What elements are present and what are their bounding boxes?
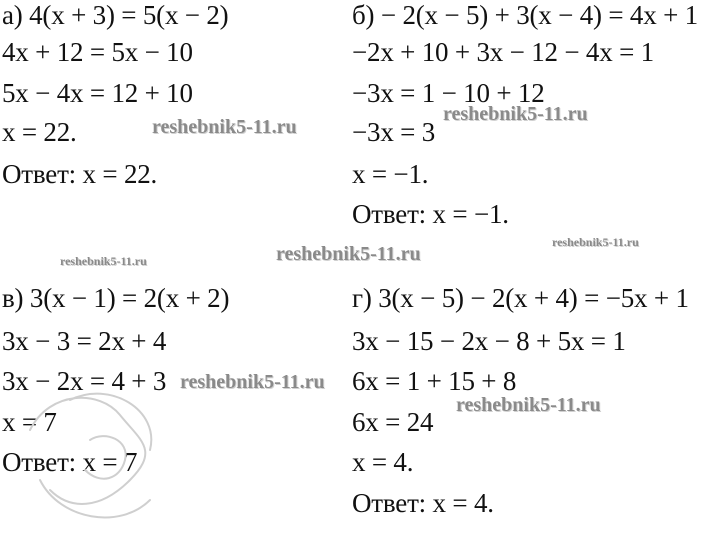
problem-b-line-2: −2x + 10 + 3x − 12 − 4x = 1: [352, 37, 654, 67]
problem-a-line-4: x = 22.: [2, 117, 77, 147]
problem-a-answer: Ответ: x = 22.: [2, 159, 158, 189]
problem-a-line-2: 4x + 12 = 5x − 10: [2, 37, 193, 67]
problem-b-line-3: −3x = 1 − 10 + 12: [352, 78, 545, 108]
problem-b-line-5: x = −1.: [352, 159, 429, 189]
watermark: reshebnik5-11.ru: [152, 116, 297, 138]
watermark: reshebnik5-11.ru: [276, 243, 421, 265]
problem-a-line-1: а) 4(x + 3) = 5(x − 2): [2, 0, 229, 30]
problem-g-line-3: 6x = 1 + 15 + 8: [352, 366, 517, 396]
watermark: reshebnik5-11.ru: [180, 371, 325, 393]
problem-g-line-4: 6x = 24: [352, 407, 434, 437]
problem-v-line-3: 3x − 2x = 4 + 3: [2, 366, 167, 396]
problem-v-line-1: в) 3(x − 1) = 2(x + 2): [2, 283, 230, 313]
problem-v-line-2: 3x − 3 = 2x + 4: [2, 326, 167, 356]
problem-g-line-2: 3x − 15 − 2x − 8 + 5x = 1: [352, 326, 626, 356]
problem-g-answer: Ответ: x = 4.: [352, 488, 494, 518]
watermark: reshebnik5-11.ru: [443, 103, 588, 125]
problem-b-line-1: б) − 2(x − 5) + 3(x − 4) = 4x + 1: [352, 0, 698, 30]
problem-v-line-4: x = 7: [2, 407, 57, 437]
problem-g-line-5: x = 4.: [352, 447, 414, 477]
watermark: reshebnik5-11.ru: [552, 235, 639, 249]
scribble-watermark: [10, 370, 210, 540]
problem-b-line-4: −3x = 3: [352, 117, 436, 147]
watermark: reshebnik5-11.ru: [456, 394, 601, 416]
problem-g-line-1: г) 3(x − 5) − 2(x + 4) = −5x + 1: [352, 283, 689, 313]
problem-a-line-3: 5x − 4x = 12 + 10: [2, 78, 193, 108]
problem-v-answer: Ответ: x = 7: [2, 447, 138, 477]
problem-b-answer: Ответ: x = −1.: [352, 199, 509, 229]
watermark: reshebnik5-11.ru: [60, 254, 147, 268]
